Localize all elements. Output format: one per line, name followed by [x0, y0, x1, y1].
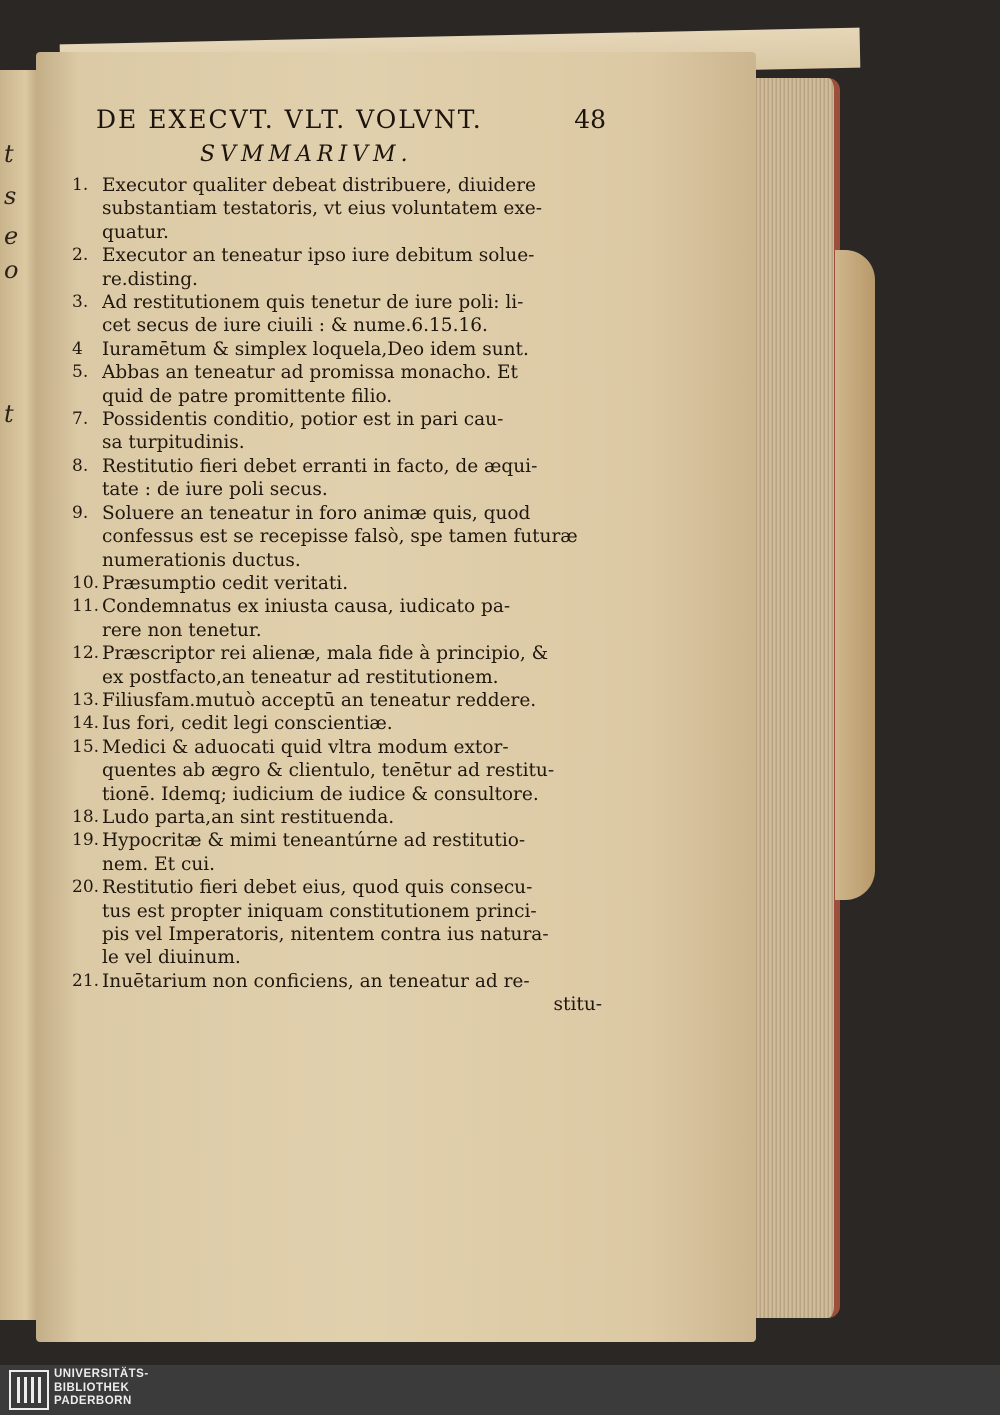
entry-line: quid de patre promittente filio. — [102, 385, 393, 407]
left-margin-fragment: s — [4, 182, 17, 210]
entry-line: Condemnatus ex iniusta causa, iudicato pa- — [102, 596, 511, 618]
entry-number: 8. — [72, 455, 89, 476]
left-margin-fragment: t — [4, 140, 14, 168]
entry-line: Filiusfam.mutuò acceptū an teneatur reddere. — [102, 689, 537, 711]
entry-line: tus est propter iniquam constitutionem princi- — [102, 900, 537, 922]
entry-line: cet secus de iure ciuili : & nume.6.15.16. — [102, 315, 488, 337]
entry-number: 4 — [72, 338, 83, 359]
page-block-edges — [748, 78, 840, 1318]
entry-line: Restitutio fieri debet eius, quod quis consecu- — [102, 877, 533, 899]
entry-line: Hypocritæ & mimi teneantúrne ad restitutio- — [102, 830, 526, 852]
entry-number: 20. — [72, 877, 100, 898]
entry-number: 13. — [72, 689, 100, 710]
entry-line: Soluere an teneatur in foro animæ quis, quod — [102, 502, 531, 524]
summary-entry — [72, 291, 602, 338]
entry-line: Iuramētum & simplex loquela,Deo idem sunt. — [102, 338, 529, 360]
page-header — [96, 105, 606, 145]
entry-number: 1. — [72, 175, 89, 195]
entry-line: quentes ab ægro & clientulo, tenētur ad restitu- — [102, 760, 555, 782]
library-logo-icon — [8, 1369, 50, 1411]
summary-entry — [72, 408, 602, 455]
summary-entry — [72, 174, 602, 244]
entry-number: 19. — [72, 830, 100, 851]
summary-entry — [72, 595, 602, 642]
entry-line: Ius fori, cedit legi conscientiæ. — [102, 713, 393, 735]
left-margin-fragment: o — [4, 256, 19, 284]
summary-entry — [72, 829, 602, 876]
entry-line: Ad restitutionem quis tenetur de iure poli: li- — [102, 292, 524, 314]
entry-number: 21. — [72, 970, 100, 991]
library-name-line: BIBLIOTHEK — [54, 1381, 130, 1394]
summary-entry — [72, 806, 602, 829]
library-name-line: PADERBORN — [54, 1395, 132, 1407]
summary-entry — [72, 502, 602, 572]
entry-line: numerationis ductus. — [102, 549, 301, 571]
summary-list — [72, 174, 602, 1017]
left-margin-fragment: e — [4, 222, 19, 250]
summary-entry — [72, 338, 602, 361]
entry-line: confessus est se recepisse falsò, spe tamen futuræ — [102, 526, 578, 548]
library-footer — [0, 1365, 1000, 1415]
entry-line: ex postfacto,an teneatur ad restitutionem. — [102, 666, 499, 688]
entry-number: 7. — [72, 409, 89, 430]
entry-line: quatur. — [102, 221, 169, 243]
summary-entry — [72, 244, 602, 291]
entry-line: pis vel Imperatoris, nitentem contra ius natura- — [102, 924, 549, 945]
entry-number: 15. — [72, 736, 100, 757]
entry-number: 14. — [72, 713, 100, 734]
entry-line: Ludo parta,an sint restituenda. — [102, 806, 395, 828]
entry-line: rere non tenetur. — [102, 619, 262, 641]
entry-line: Executor an teneatur ipso iure debitum solue- — [102, 245, 535, 267]
summary-entry — [72, 361, 602, 408]
summary-entry — [72, 712, 602, 735]
summary-entry — [72, 970, 602, 1017]
library-name-line: UNIVERSITÄTS- — [54, 1368, 149, 1380]
entry-line: Medici & aduocati quid vltra modum extor- — [102, 736, 509, 758]
entry-number: 11. — [72, 596, 100, 617]
entry-line: Executor qualiter debeat distribuere, diuidere — [102, 175, 536, 196]
entry-number: 9. — [72, 502, 89, 523]
summary-entry — [72, 736, 602, 806]
entry-line: sa turpitudinis. — [102, 432, 245, 454]
entry-line: Præsumptio cedit veritati. — [102, 572, 349, 594]
entry-line: re.disting. — [102, 268, 198, 290]
entry-number: 3. — [72, 292, 89, 313]
entry-number: 10. — [72, 572, 100, 593]
entry-line: le vel diuinum. — [102, 947, 241, 969]
cover-flap — [835, 250, 875, 900]
summary-entry — [72, 876, 602, 970]
library-name — [54, 1368, 149, 1409]
entry-line: tate : de iure poli secus. — [102, 479, 328, 501]
summary-entry — [72, 689, 602, 712]
entry-line: Restitutio fieri debet erranti in facto, de æqui- — [102, 455, 538, 477]
entry-line: stitu- — [553, 994, 602, 1016]
entry-line: nem. Et cui. — [102, 853, 216, 875]
entry-line: Præscriptor rei alienæ, mala fide à principio, & — [102, 643, 549, 665]
entry-number: 18. — [72, 806, 100, 827]
summary-title: SVMMARIVM. — [200, 142, 413, 167]
entry-line: Inuētarium non conficiens, an teneatur ad re- — [102, 970, 530, 992]
left-margin-fragment: t — [4, 400, 14, 428]
entry-line: Abbas an teneatur ad promissa monacho. Et — [102, 362, 518, 384]
summary-entry — [72, 642, 602, 689]
entry-line: Possidentis conditio, potior est in pari cau- — [102, 409, 504, 431]
entry-number: 5. — [72, 362, 89, 383]
summary-entry — [72, 455, 602, 502]
entry-number: 2. — [72, 245, 89, 266]
running-title: DE EXECVT. VLT. VOLVNT. — [96, 105, 483, 134]
entry-line: substantiam testatoris, vt eius voluntatem exe- — [102, 198, 542, 220]
page-number: 48 — [574, 105, 606, 134]
entry-line: tionē. Idemq; iudicium de iudice & consultore. — [102, 783, 539, 805]
entry-number: 12. — [72, 643, 100, 664]
summary-entry — [72, 572, 602, 595]
